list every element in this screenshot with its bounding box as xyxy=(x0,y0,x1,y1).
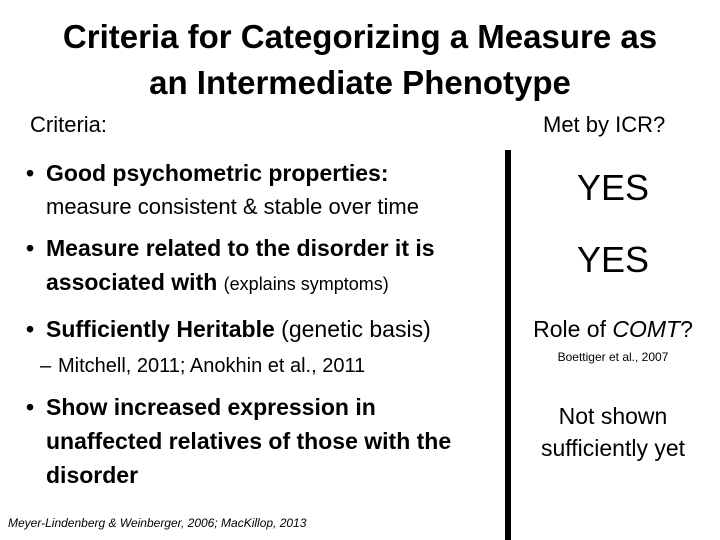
criterion-main-text: Good psychometric properties: xyxy=(46,160,389,186)
answer-heritable-prefix: Role of xyxy=(533,316,613,342)
met-by-icr-header: Met by ICR? xyxy=(543,112,666,137)
citation: Meyer-Lindenberg & Weinberger, 2006; MacKillop, 2013 xyxy=(8,516,307,530)
answer-heritable-gene: COMT xyxy=(612,316,681,342)
criterion-main-text: Measure related to the disorder it is associated with xyxy=(46,235,435,295)
criterion-related-to-disorder xyxy=(26,231,506,301)
criterion-main-text: Sufficiently Heritable xyxy=(46,316,275,342)
answer-psychometric: YES xyxy=(576,167,650,208)
answer-heritable-reference: Boettiger et al., 2007 xyxy=(557,350,669,364)
bullet-icon: • xyxy=(26,394,35,420)
heritable-reference-text: Mitchell, 2011; Anokhin et al., 2011 xyxy=(58,355,366,377)
criteria-header: Criteria: xyxy=(30,112,108,137)
title-line-2: an Intermediate Phenotype xyxy=(149,64,571,101)
answer-unaffected-relatives: Not shown sufficiently yet xyxy=(540,403,686,461)
bullet-icon: • xyxy=(26,235,35,261)
bullet-icon: • xyxy=(26,160,35,186)
criterion-main-text: Show increased expression in unaffected relatives of those with the disorder xyxy=(46,394,452,488)
bullet-icon: • xyxy=(26,316,35,342)
criterion-heritable xyxy=(26,312,506,346)
title-line-1: Criteria for Categorizing a Measure as xyxy=(62,18,658,55)
dash-icon: – xyxy=(40,355,52,377)
criterion-unaffected-relatives xyxy=(26,390,496,492)
answer-heritable-suffix: ? xyxy=(680,316,693,342)
criterion-note: (explains symptoms) xyxy=(223,274,389,294)
heritable-reference xyxy=(40,355,366,378)
answer-related-to-disorder: YES xyxy=(576,239,650,280)
answer-heritable xyxy=(513,316,713,343)
criterion-psychometric xyxy=(26,156,506,224)
criterion-note: (genetic basis) xyxy=(281,316,431,342)
criterion-sub-text: measure consistent & stable over time xyxy=(46,194,419,219)
slide-title xyxy=(0,14,720,106)
